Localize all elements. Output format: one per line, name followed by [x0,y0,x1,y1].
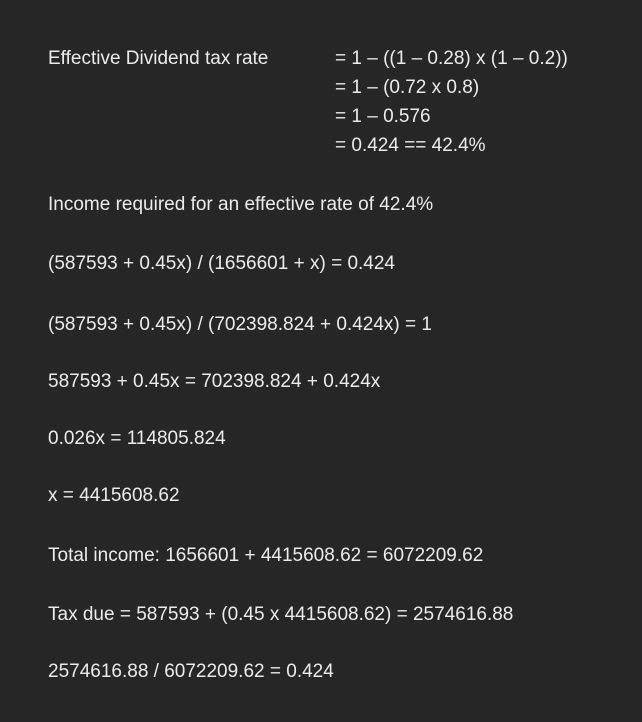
effective-rate-steps [335,44,568,160]
effective-rate-step-3: = 1 – 0.576 [335,106,431,127]
equation-1: (587593 + 0.45x) / (1656601 + x) = 0.424 [48,253,396,274]
income-required-heading: Income required for an effective rate of 42.4% [48,194,434,215]
check-ratio-line: 2574616.88 / 6072209.62 = 0.424 [48,661,334,682]
equation-3: 587593 + 0.45x = 702398.824 + 0.424x [48,371,381,392]
equation-4: 0.026x = 114805.824 [48,428,226,449]
effective-rate-block [48,44,628,162]
tax-due-line: Tax due = 587593 + (0.45 x 4415608.62) = 2574616.88 [48,604,514,625]
equation-5: x = 4415608.62 [48,485,180,506]
equation-2: (587593 + 0.45x) / (702398.824 + 0.424x) = 1 [48,314,432,335]
total-income-line: Total income: 1656601 + 4415608.62 = 6072209.62 [48,545,484,566]
effective-rate-step-1: = 1 – ((1 – 0.28) x (1 – 0.2)) [335,48,568,69]
effective-rate-step-2: = 1 – (0.72 x 0.8) [335,77,480,98]
effective-rate-label: Effective Dividend tax rate [48,48,269,69]
effective-rate-step-4: = 0.424 == 42.4% [335,135,486,156]
